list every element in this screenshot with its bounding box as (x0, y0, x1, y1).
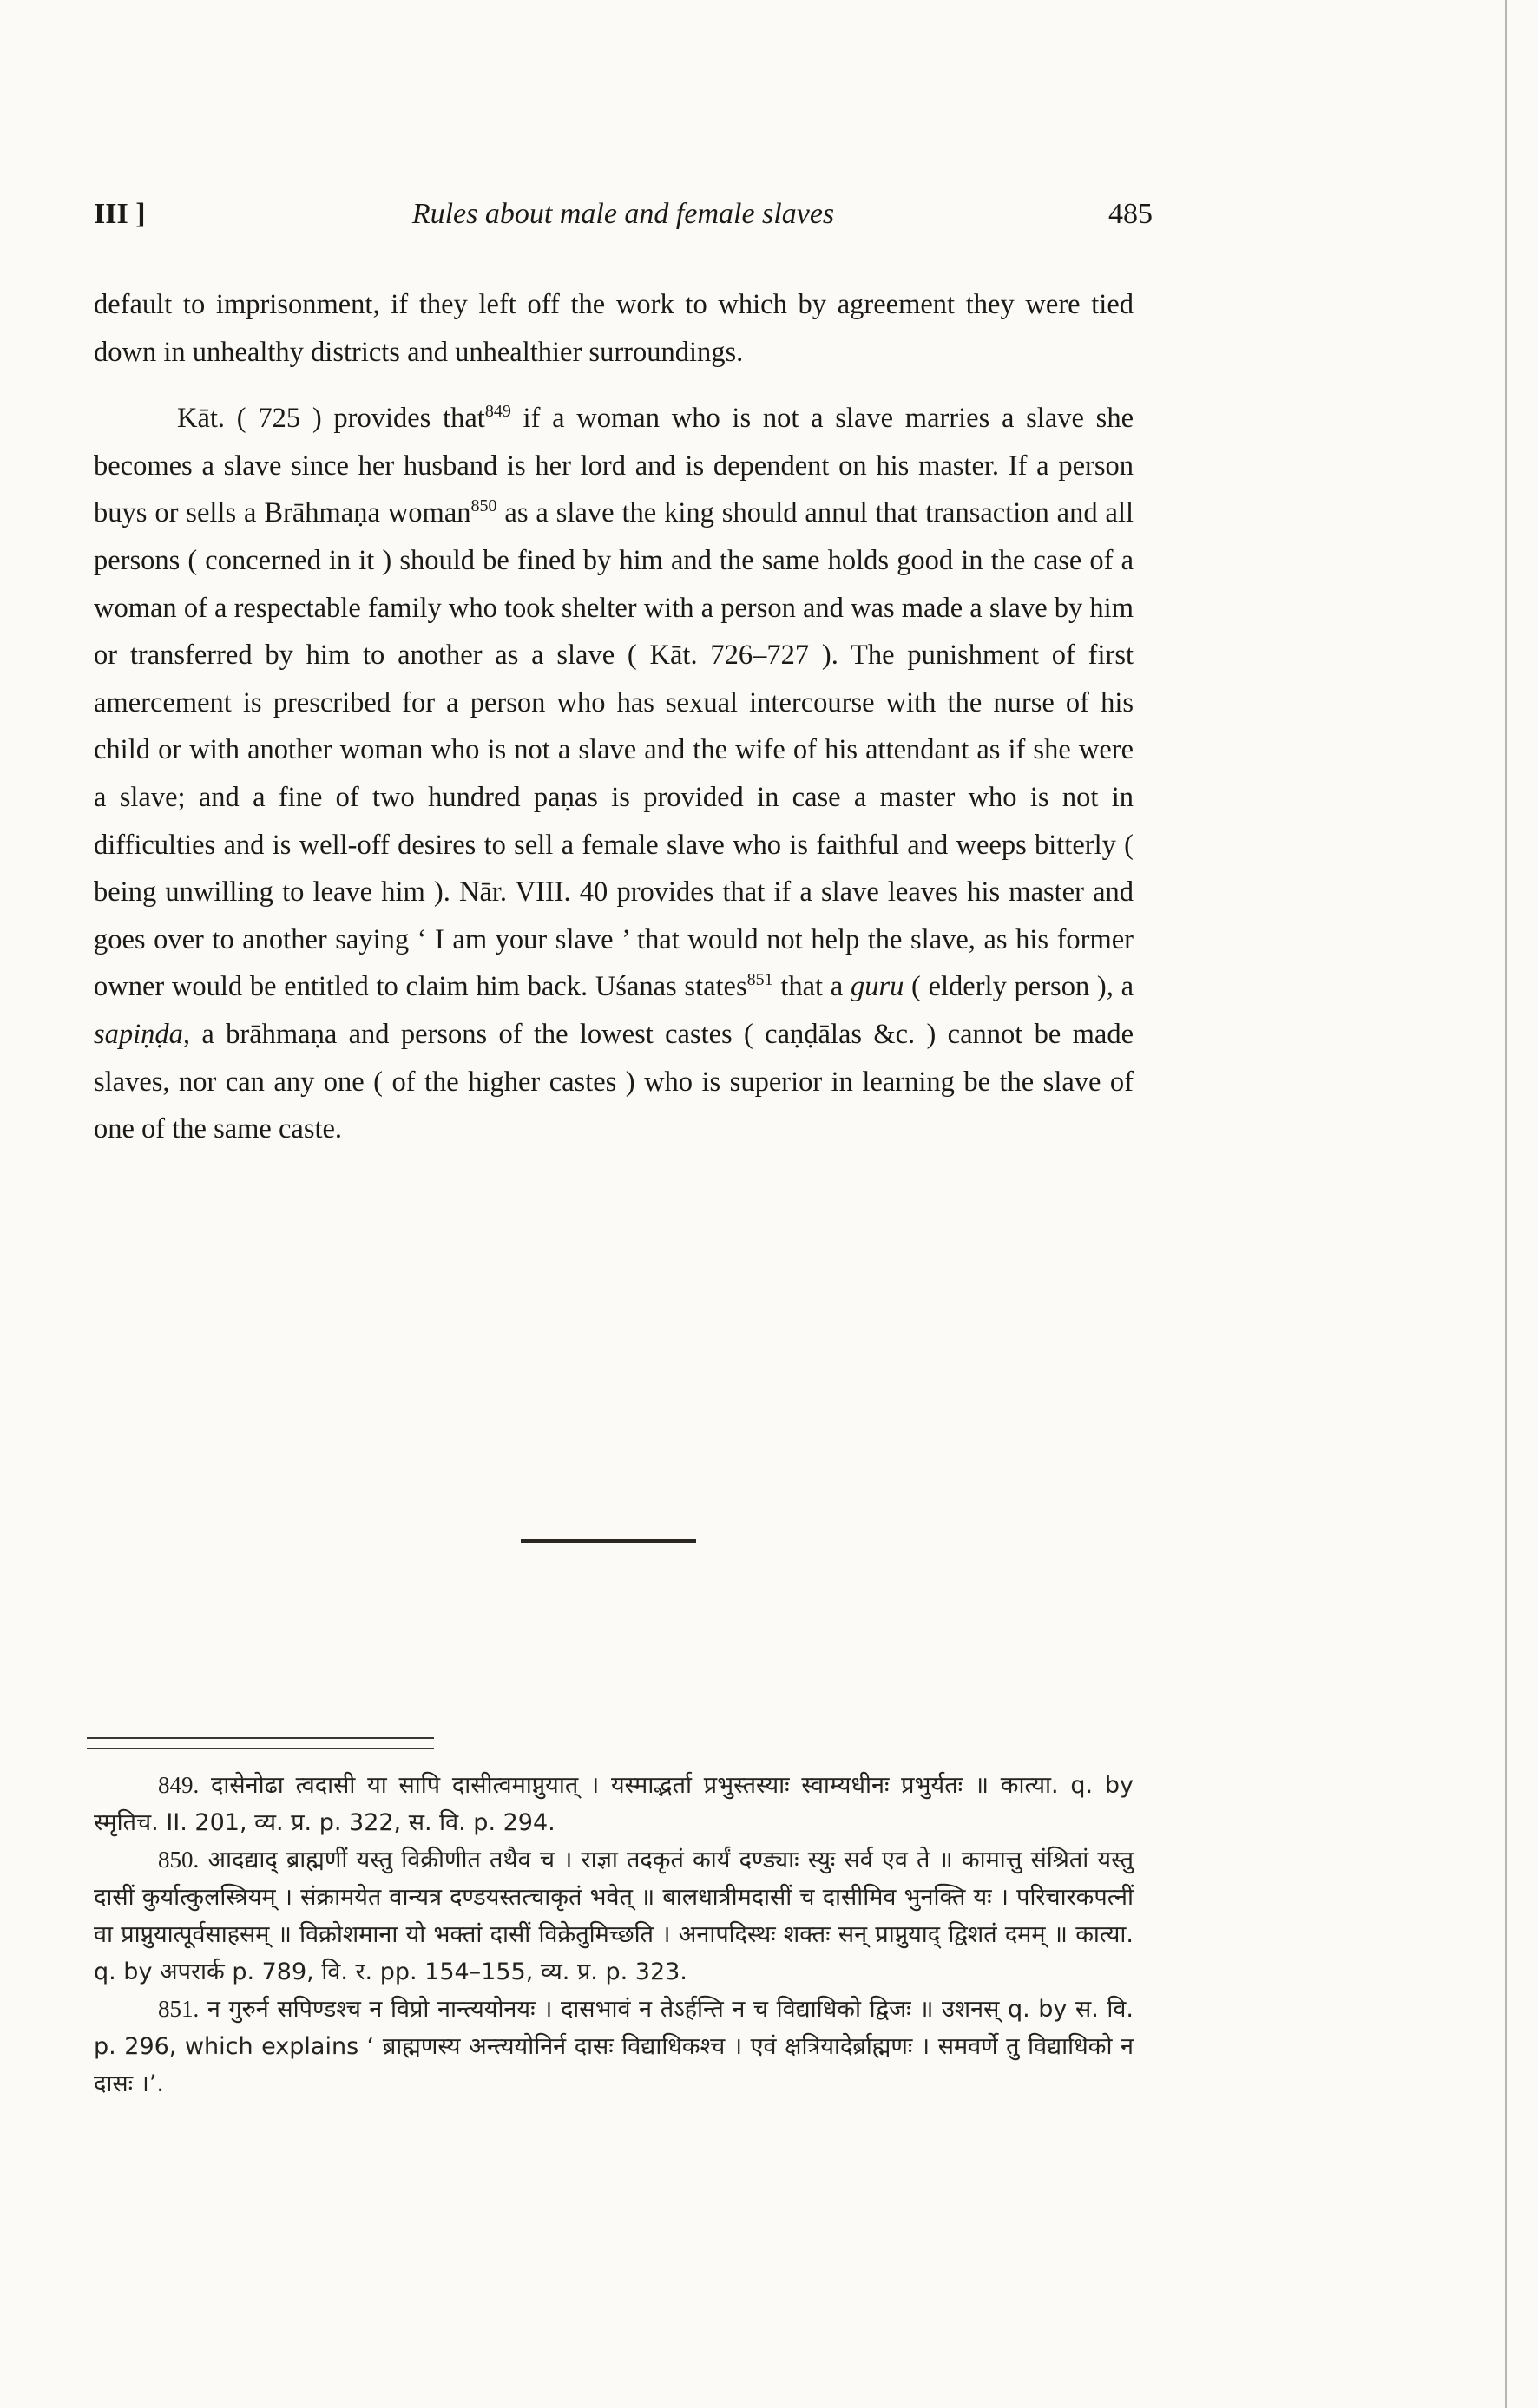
text-run: if a woman who is not a slave marries a slave she becomes a slave since her husband is her lord and is dependent on his master. If a person buys or sells a Brāhmaṇa woman (94, 403, 1134, 529)
text-run: that a (772, 971, 851, 1003)
section-end-ornament (521, 1539, 696, 1543)
paragraph-1: default to imprisonment, if they left off the work to which by agreement they were tied down in unhealthy districts and unhealthier surroundings. (94, 289, 1134, 368)
text-run: as a slave the king should annul that transaction and all persons ( concerned in it ) should be fined by him and the same holds good in the case of a woman of a respectable family who took shelter with a person and was made a slave by him or transferred by him to another as a slave ( Kāt. 726–727 ). The punishment of first amercement is prescribed for a person who has sexual intercourse with the nurse of his child or with another woman who is not a slave and the wife of his attendant as if she were a slave; and a fine of two hundred paṇas is provided in case a master who is not in difficulties and is well-off desires to sell a female slave who is faithful and weeps bitterly ( being unwilling to leave him ). Nār. VIII. 40 provides that if a slave leaves his master and goes over to another saying ‘ I am your slave ’ that would not help the slave, as his former owner would be entitled to claim him back. Uśanas states (94, 497, 1134, 1003)
italic-term-sapinda: sapiṇḍa, (94, 1018, 191, 1050)
footnote-ref-851[interactable]: 851 (746, 970, 773, 990)
chapter-marker: III ] (94, 198, 146, 230)
text-run: ( elderly person ), a (904, 971, 1134, 1003)
page-edge-line (1505, 0, 1507, 2408)
footnote-number: 849. (158, 1772, 200, 1798)
footnote-text: न गुरुर्न सपिण्डश्च न विप्रो नान्त्ययोनयः । दासभावं न तेऽर्हन्ति न च विद्याधिको द्विजः ॥ उशनस् q. by स. वि. p. 296, which explains ‘ ब्राह्मणस्य अन्त्ययोनिर्न दासः विद्याधिकश्च । एवं क्षत्रियादेर्ब्राह्मणः । समवर्णे तु विद्याधिको न दासः ।’. (94, 1996, 1134, 2097)
paragraph-2 (94, 395, 1134, 1153)
footnote-849 (94, 1767, 1134, 1841)
main-text (94, 281, 1134, 1153)
page-number: 485 (1108, 198, 1153, 230)
footnote-ref-849[interactable]: 849 (484, 402, 511, 422)
footnote-851 (94, 1991, 1134, 2103)
italic-term-guru: guru (850, 971, 904, 1003)
running-header (94, 198, 1153, 241)
footnote-text: आदद्याद् ब्राह्मणीं यस्तु विक्रीणीत तथैव च । राज्ञा तदकृतं कार्यं दण्ड्याः स्युः सर्व एव ते ॥ कामात्तु संश्रितां यस्तु दासीं कुर्यात्कुलस्त्रियम् । संक्रामयेत वान्यत्र दण्डयस्तत्चाकृतं भवेत् ॥ बालधात्रीमदासीं च दासीमिव भुनक्ति यः । परिचारकपत्नीं वा प्राप्नुयात्पूर्वसाहसम् ॥ विक्रोशमाना यो भक्तां दासीं विक्रेतुमिच्छति । अनापदिस्थः शक्तः सन् प्राप्नुयाद् द्विशतं दमम् ॥ कात्या. q. by अपरार्क p. 789, वि. र. pp. 154–155, व्य. प्र. p. 323. (94, 1847, 1134, 1985)
footnote-ref-850[interactable]: 850 (470, 496, 497, 516)
footnote-number: 851. (158, 1996, 200, 2022)
footnotes (94, 1767, 1134, 2103)
footnote-number: 850. (158, 1847, 200, 1873)
footnote-850 (94, 1841, 1134, 1991)
footnote-separator (87, 1737, 434, 1749)
text-run: Kāt. ( 725 ) provides that (177, 403, 485, 435)
text-run: a brāhmaṇa and persons of the lowest castes ( caṇḍālas &c. ) cannot be made slaves, nor can any one ( of the higher castes ) who is superior in learning be the slave of one of the same caste. (94, 1018, 1134, 1145)
footnote-text: दासेनोढा त्वदासी या सापि दासीत्वमाप्नुयात् । यस्माद्भर्ता प्रभुस्तस्याः स्वाम्यधीनः प्रभुर्यतः ॥ कात्या. q. by स्मृतिच. II. 201, व्य. प्र. p. 322, स. वि. p. 294. (94, 1772, 1134, 1836)
running-title: Rules about male and female slaves (411, 198, 835, 230)
